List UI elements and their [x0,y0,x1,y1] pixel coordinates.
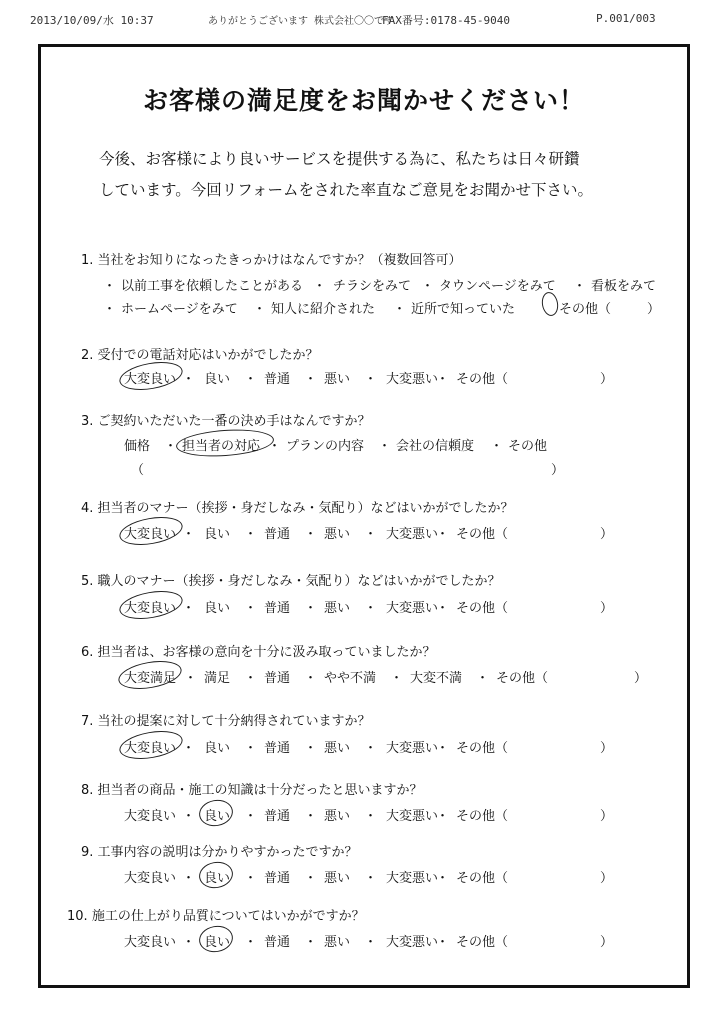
bullet: ・ [244,601,258,616]
rating-option[interactable]: 大変悪い [386,871,439,886]
paren-close: ） [600,601,614,616]
q6-option[interactable]: 普通 [264,671,291,686]
paren-close: ） [600,871,614,886]
paren-close: ） [600,809,614,824]
rating-option[interactable]: 良い [204,527,231,542]
bullet: ・ [304,935,318,950]
question-text: 担当者のマナー（挨拶・身だしなみ・気配り）などはいかがでしたか？ [97,501,514,516]
intro-line-1: 今後、お客様により良いサービスを提供する為に、私たちは日々研鑽 [99,150,580,168]
rating-option[interactable]: 大変良い [124,527,177,542]
bullet: ・ [313,279,327,294]
rating-option[interactable]: 大変悪い [386,372,439,387]
bullet: ・ [182,935,196,950]
bullet: ・ [436,871,450,886]
rating-option[interactable]: 大変悪い [386,741,439,756]
intro-line-2: しています。今回リフォームをされた率直なご意見をお聞かせ下さい。 [99,181,593,199]
fax-page: P.001/003 [596,12,656,25]
bullet: ・ [436,935,450,950]
rating-option[interactable]: 大変悪い [386,527,439,542]
bullet: ・ [304,601,318,616]
bullet: ・ [244,935,258,950]
bullet: ・ [182,871,196,886]
survey-title: お客様の満足度をお聞かせください！ [142,86,585,115]
rating-option[interactable]: 大変良い [124,809,177,824]
q1-option[interactable]: タウンページをみて [439,279,556,294]
rating-option[interactable]: 大変良い [124,871,177,886]
bullet: ・ [364,527,378,542]
rating-option[interactable]: 良い [204,871,231,886]
bullet: ・ [364,935,378,950]
rating-option[interactable]: 普通 [264,935,291,950]
rating-option[interactable]: 普通 [264,809,291,824]
question-2 [81,344,319,363]
question-9 [81,841,358,860]
rating-option[interactable]: 良い [204,601,231,616]
rating-option[interactable]: 悪い [324,935,351,950]
bullet: ・ [393,302,407,317]
question-8 [81,779,423,798]
question-text: 当社をお知りになったきっかけはなんですか？（複数回答可） [97,253,462,268]
rating-option[interactable]: 良い [204,935,231,950]
bullet: ・ [304,741,318,756]
bullet: ・ [182,527,196,542]
rating-option[interactable]: 悪い [324,601,351,616]
rating-option[interactable]: その他（ [456,809,509,824]
rating-option[interactable]: 大変悪い [386,601,439,616]
rating-option[interactable]: 良い [204,809,231,824]
bullet: ・ [164,439,178,454]
bullet: ・ [364,871,378,886]
question-10 [67,905,365,924]
paren-close: ） [600,372,614,387]
question-number: 1. [81,253,94,268]
q6-option[interactable]: 大変不満 [410,671,463,686]
q1-option-other[interactable]: その他（ [559,302,612,317]
bullet: ・ [244,527,258,542]
q1-option[interactable]: 以前工事を依頼したことがある [121,279,304,294]
rating-option[interactable]: その他（ [456,871,509,886]
bullet: ・ [182,601,196,616]
q3-option[interactable]: 会社の信頼度 [396,439,475,454]
answer-circle [540,291,560,317]
rating-option[interactable]: その他（ [456,601,509,616]
bullet: ・ [103,302,117,317]
rating-option[interactable]: 大変悪い [386,935,439,950]
question-3 [81,410,371,429]
question-text: 担当者は、お客様の意向を十分に汲み取っていましたか？ [97,645,436,660]
paren-close: ） [600,741,614,756]
question-number: 9. [81,845,94,860]
bullet: ・ [573,279,587,294]
bullet: ・ [182,741,196,756]
question-4 [81,497,514,516]
paren-close: ） [600,935,614,950]
bullet: ・ [436,527,450,542]
rating-option[interactable]: 大変良い [124,601,177,616]
rating-option[interactable]: その他（ [456,527,509,542]
rating-option[interactable]: 普通 [264,372,291,387]
bullet: ・ [364,741,378,756]
q1-option[interactable]: 近所で知っていた [411,302,516,317]
question-number: 2. [81,348,94,363]
q1-option[interactable]: チラシをみて [333,279,412,294]
question-text: 担当者の商品・施工の知識は十分だったと思いますか？ [97,783,423,798]
question-number: 8. [81,783,94,798]
bullet: ・ [364,809,378,824]
rating-option[interactable]: 大変悪い [386,809,439,824]
bullet: ・ [244,871,258,886]
bullet: ・ [244,809,258,824]
bullet: ・ [253,302,267,317]
rating-option[interactable]: 良い [204,741,231,756]
rating-option[interactable]: 大変良い [124,935,177,950]
q3-option[interactable]: 価格 [124,439,151,454]
fax-header [30,8,670,30]
question-number: 4. [81,501,94,516]
q1-paren-close: ） [647,302,661,317]
fax-number: FAX番号:0178-45-9040 [382,14,510,27]
q1-option[interactable]: ホームページをみて [121,302,238,317]
bullet: ・ [184,671,198,686]
question-number: 3. [81,414,94,429]
bullet: ・ [244,671,258,686]
question-text: 職人のマナー（挨拶・身だしなみ・気配り）などはいかがでしたか？ [97,574,501,589]
q3-paren-close: ） [551,463,565,478]
question-text: ご契約いただいた一番の決め手はなんですか？ [97,414,371,429]
bullet: ・ [436,741,450,756]
survey-form [38,44,690,988]
question-5 [81,570,501,589]
rating-option[interactable]: 普通 [264,601,291,616]
rating-option[interactable]: 大変良い [124,372,177,387]
fax-message: ありがとうございます 株式会社〇〇です [208,16,395,27]
question-text: 受付での電話対応はいかがでしたか？ [97,348,319,363]
rating-option[interactable]: 悪い [324,809,351,824]
bullet: ・ [304,671,318,686]
bullet: ・ [436,372,450,387]
bullet: ・ [304,809,318,824]
bullet: ・ [436,601,450,616]
question-7 [81,710,371,729]
q3-option[interactable]: その他 [508,439,548,454]
q6-paren-close: ） [634,671,648,686]
bullet: ・ [436,809,450,824]
bullet: ・ [182,809,196,824]
rating-option[interactable]: その他（ [456,935,509,950]
rating-option[interactable]: 悪い [324,527,351,542]
q3-option[interactable]: プランの内容 [286,439,365,454]
bullet: ・ [476,671,490,686]
q3-option[interactable]: 担当者の対応 [182,439,261,454]
bullet: ・ [304,372,318,387]
rating-option[interactable]: 良い [204,372,231,387]
question-1 [81,249,462,268]
bullet: ・ [364,372,378,387]
bullet: ・ [390,671,404,686]
fax-datetime: 2013/10/09/水 10:37 [30,14,154,27]
question-number: 6. [81,645,94,660]
question-number: 10. [67,909,88,924]
question-text: 工事内容の説明は分かりやすかったですか？ [97,845,358,860]
rating-option[interactable]: 悪い [324,871,351,886]
rating-option[interactable]: 普通 [264,741,291,756]
question-text: 当社の提案に対して十分納得されていますか？ [97,714,371,729]
q6-option[interactable]: 大変満足 [124,671,177,686]
bullet: ・ [304,527,318,542]
paren-close: ） [600,527,614,542]
rating-option[interactable]: 大変良い [124,741,177,756]
rating-option[interactable]: その他（ [456,372,509,387]
q3-paren-open: （ [131,463,145,478]
rating-option[interactable]: 普通 [264,871,291,886]
question-number: 7. [81,714,94,729]
bullet: ・ [304,871,318,886]
question-number: 5. [81,574,94,589]
q6-option[interactable]: やや不満 [324,671,377,686]
rating-option[interactable]: 悪い [324,372,351,387]
bullet: ・ [421,279,435,294]
q1-option[interactable]: 看板をみて [591,279,657,294]
bullet: ・ [182,372,196,387]
bullet: ・ [244,741,258,756]
rating-option[interactable]: 普通 [264,527,291,542]
bullet: ・ [103,279,117,294]
q6-option-other[interactable]: その他（ [496,671,549,686]
q1-option[interactable]: 知人に紹介された [271,302,376,317]
bullet: ・ [364,601,378,616]
bullet: ・ [268,439,282,454]
bullet: ・ [378,439,392,454]
bullet: ・ [244,372,258,387]
question-6 [81,641,436,660]
question-text: 施工の仕上がり品質についてはいかがですか？ [91,909,365,924]
rating-option[interactable]: その他（ [456,741,509,756]
q6-option[interactable]: 満足 [204,671,231,686]
rating-option[interactable]: 悪い [324,741,351,756]
bullet: ・ [490,439,504,454]
